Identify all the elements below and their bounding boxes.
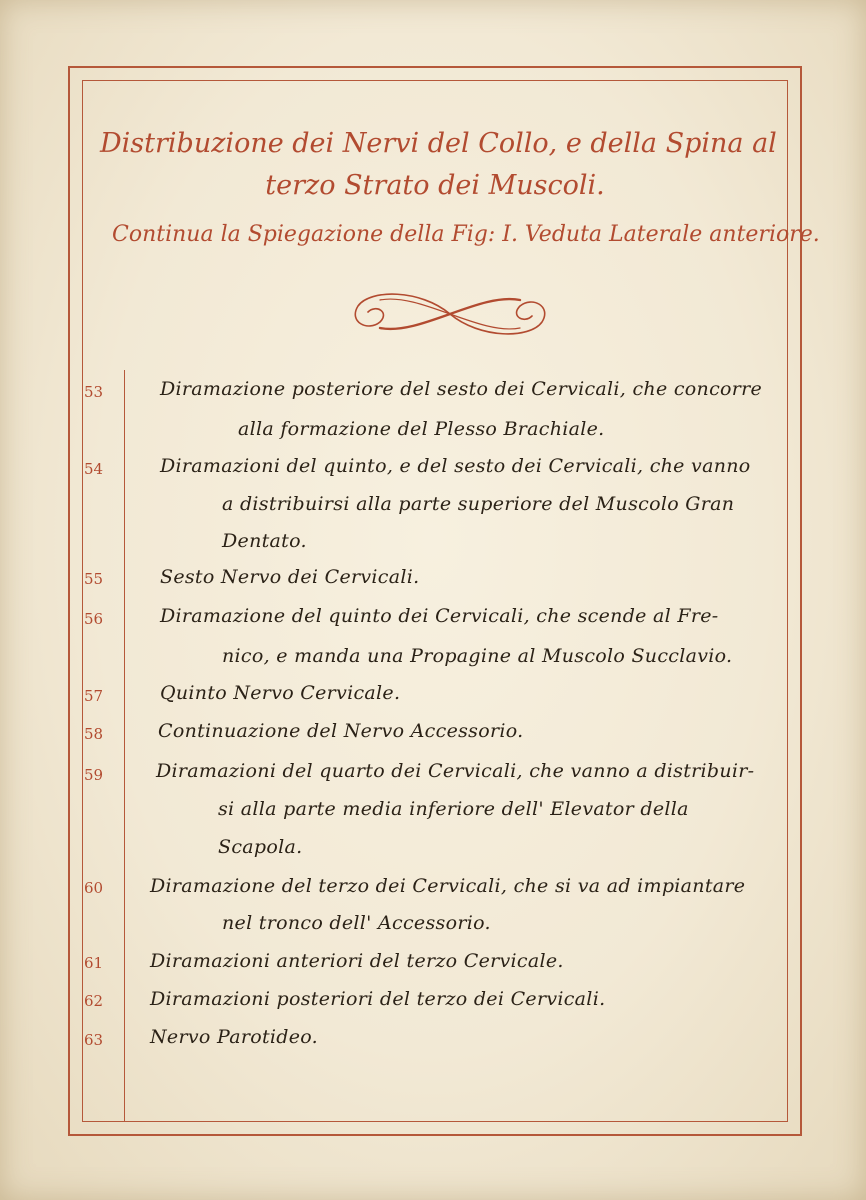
entry-text-line: Scapola.	[218, 836, 303, 858]
entry-number: 53	[84, 383, 104, 401]
entry-text-line: Diramazioni del quarto dei Cervicali, che vanno a distribuir-	[156, 760, 755, 782]
entry-text-line: Diramazioni posteriori del terzo dei Cervicali.	[150, 988, 606, 1010]
entry-number: 60	[84, 879, 104, 897]
page-title-line-2: terzo Strato dei Muscoli.	[265, 170, 605, 201]
entry-number: 63	[84, 1031, 104, 1049]
entry-number: 56	[84, 610, 104, 628]
entry-text-line: a distribuirsi alla parte superiore del Muscolo Gran	[222, 493, 735, 515]
entry-text-line: Diramazione del terzo dei Cervicali, che si va ad impiantare	[150, 875, 746, 897]
entry-text-line: Dentato.	[222, 530, 307, 552]
entry-number: 62	[84, 992, 104, 1010]
entry-text-line: nico, e manda una Propagine al Muscolo Succlavio.	[222, 645, 733, 667]
margin-rule	[124, 370, 125, 1122]
entry-number: 58	[84, 725, 104, 743]
entry-number: 55	[84, 570, 104, 588]
entry-text-line: Diramazioni anteriori del terzo Cervicale.	[150, 950, 564, 972]
page-subtitle: Continua la Spiegazione della Fig: I. Veduta Laterale anteriore.	[112, 222, 820, 247]
entry-text-line: Continuazione del Nervo Accessorio.	[158, 720, 524, 742]
entry-text-line: alla formazione del Plesso Brachiale.	[238, 418, 605, 440]
decorative-flourish-icon	[340, 284, 560, 344]
entry-text-line: Sesto Nervo dei Cervicali.	[160, 566, 420, 588]
entry-text-line: si alla parte media inferiore dell' Elevator della	[218, 798, 689, 820]
entry-number: 57	[84, 687, 104, 705]
entry-number: 61	[84, 954, 104, 972]
entry-text-line: Quinto Nervo Cervicale.	[160, 682, 401, 704]
page-title-line-1: Distribuzione dei Nervi del Collo, e della Spina al	[100, 128, 777, 159]
entry-text-line: Diramazione posteriore del sesto dei Cervicali, che concorre	[160, 378, 763, 400]
entry-number: 59	[84, 766, 104, 784]
entry-text-line: Diramazione del quinto dei Cervicali, che scende al Fre-	[160, 605, 719, 627]
entry-text-line: Nervo Parotideo.	[150, 1026, 319, 1048]
entry-text-line: nel tronco dell' Accessorio.	[222, 912, 491, 934]
entry-number: 54	[84, 460, 104, 478]
entry-text-line: Diramazioni del quinto, e del sesto dei Cervicali, che vanno	[160, 455, 751, 477]
